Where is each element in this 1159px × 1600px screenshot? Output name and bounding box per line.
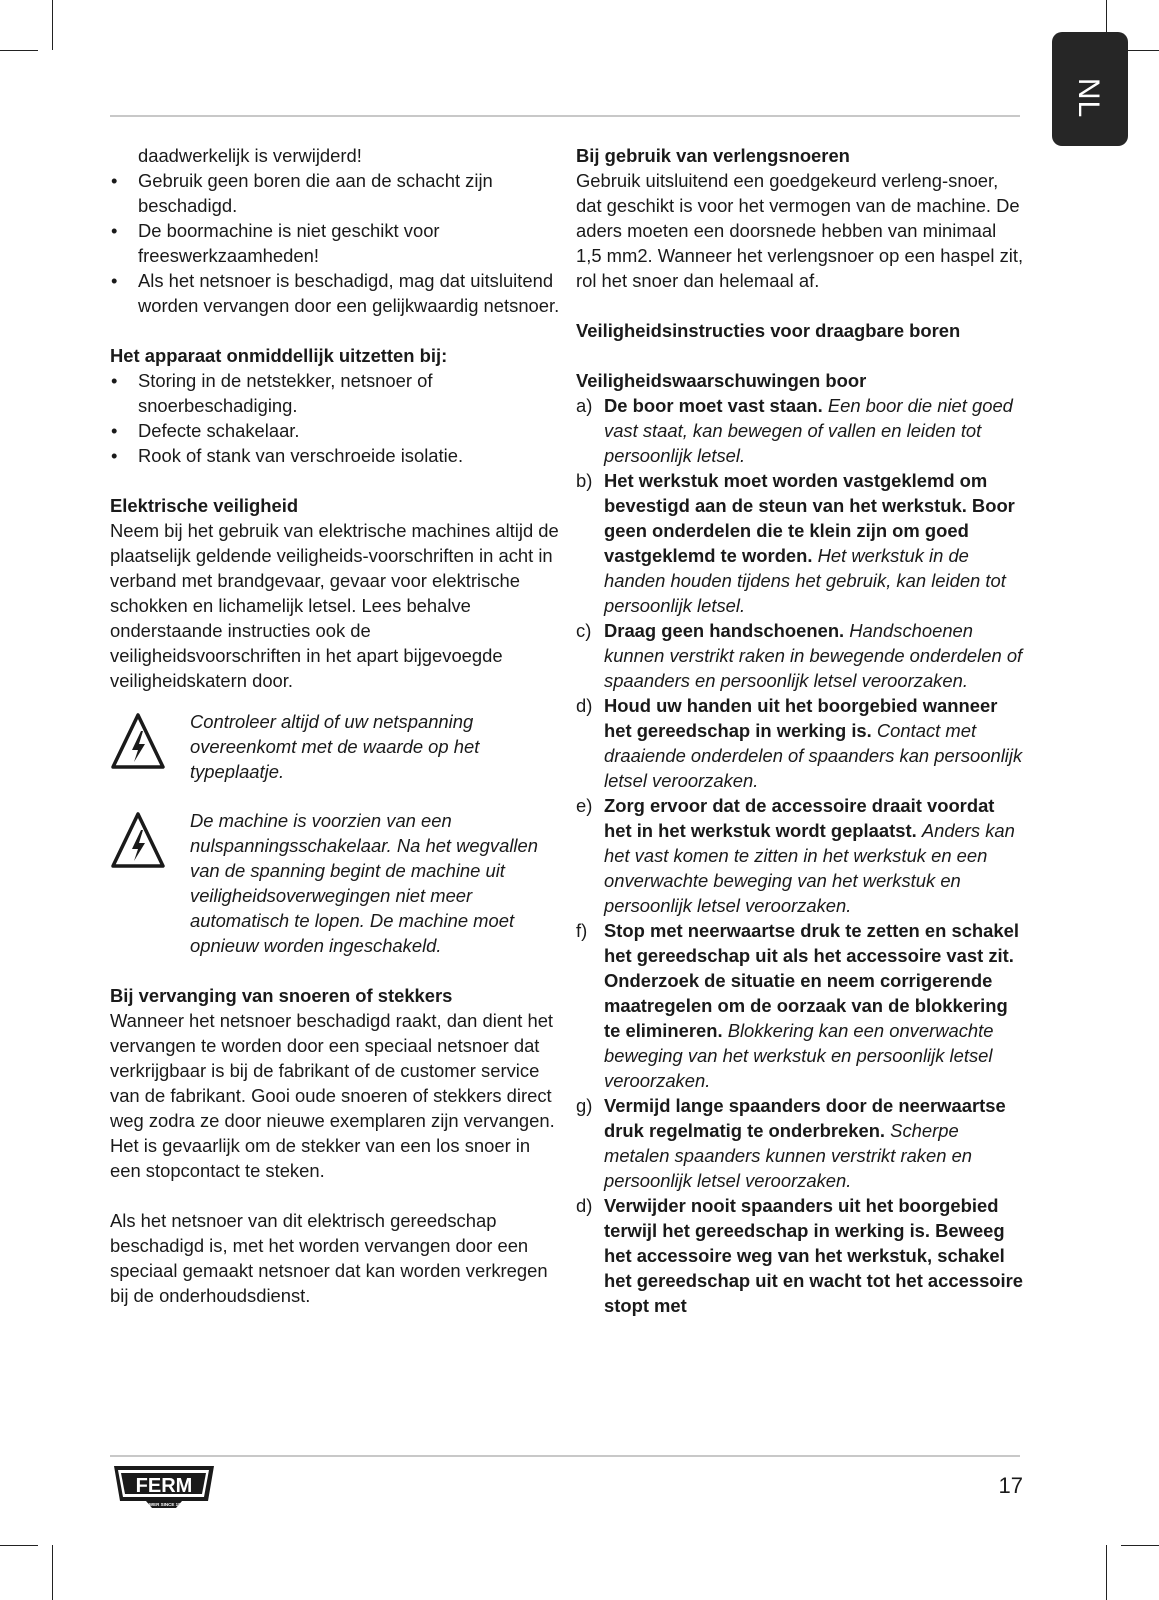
list-bold-text: Vermijd lange spaanders door de neerwaartse druk regelmatig te onderbreken. [604,1095,1006,1141]
list-letter: g) [576,1095,593,1116]
continuation-line: daadwerkelijk is verwijderd! [138,145,362,166]
bullet-item: • Als het netsnoer is beschadigd, mag dat uitsluitend worden vervangen door een gelijkwaardig netsnoer. [110,268,560,318]
list-bold-text: Draag geen handschoenen. [604,620,845,641]
electrical-hazard-icon [110,810,166,870]
paragraph-extension-cords: Gebruik uitsluitend een goedgekeurd verleng-snoer, dat geschikt is voor het vermogen van de machine. De aders moeten een doorsnede hebben van minimaal 1,5 mm2. Wanneer het verlengsnoer op een haspel zit, rol het snoer dan helemaal af. [576,170,1024,291]
list-bold-text: Het werkstuk moet worden vastgeklemd om bevestigd aan de steun van het werkstuk. Boor geen onderdelen die te klein zijn om goed vastgeklemd te worden. [604,470,1015,566]
left-column [110,143,560,1308]
list-italic-text: Een boor die niet goed vast staat, kan bewegen of vallen en leiden tot persoonlijk letsel. [604,395,1013,466]
heading-portable-drills: Veiligheidsinstructies voor draagbare boren [576,320,961,341]
heading-switch-off: Het apparaat onmiddellijk uitzetten bij: [110,345,448,366]
crop-mark [1106,1545,1107,1600]
list-bold-text: De boor moet vast staan. [604,395,823,416]
list-item [576,918,1026,1093]
list-bold-text: Stop met neerwaartse druk te zetten en schakel het gereedschap uit als het accessoire vast zit. Onderzoek de situatie en neem corrigerende maatregelen om de oorzaak van de blokkering te elimineren. [604,920,1019,1041]
list-item [576,468,1026,618]
bullet-item: • Defecte schakelaar. [110,418,560,443]
logo-tagline-text: POWER SINCE 1965 [142,1502,186,1507]
bullet-item: • Gebruik geen boren die aan de schacht zijn beschadigd. [110,168,560,218]
list-letter: a) [576,395,593,416]
warning-text: Controleer altijd of uw netspanning overeenkomt met de waarde op het typeplaatje. [190,711,480,782]
list-item [576,1193,1026,1318]
list-italic-text: Handschoenen kunnen verstrikt raken in bewegende onderdelen of spaanders en persoonlijk letsel veroorzaken. [604,620,1023,691]
list-item [576,793,1026,918]
warning-block [110,709,560,784]
list-item [576,618,1026,693]
heading-electrical-safety: Elektrische veiligheid [110,495,299,516]
list-bold-text: Zorg ervoor dat de accessoire draait voordat het in het werkstuk wordt geplaatst. [604,795,995,841]
bullet-item: • De boormachine is niet geschikt voor freeswerkzaamheden! [110,218,560,268]
crop-mark [52,1545,53,1600]
paragraph-replacing-cords: Wanneer het netsnoer beschadigd raakt, dan dient het vervangen te worden door een speciaal netsnoer dat verkrijgbaar is bij de fabrikant of de customer service van de fabrikant. Gooi oude snoeren of stekkers direct weg zodra ze door nieuwe exemplaren zijn vervangen. Het is gevaarlijk om de stekker van een los snoer in een stopcontact te steken. [110,1010,555,1181]
header-rule [110,115,1020,117]
crop-mark [52,0,53,50]
list-italic-text: Het werkstuk in de handen houden tijdens het gebruik, kan leiden tot persoonlijk letsel. [604,545,1006,616]
warning-block [110,808,560,958]
language-tab-label: NL [1072,77,1105,119]
list-letter: d) [576,695,593,716]
paragraph-electrical-safety: Neem bij het gebruik van elektrische machines altijd de plaatselijk geldende veiligheids-voorschriften in acht in verband met brandgevaar, gevaar voor elektrische schokken en lichamelijk letsel. Lees behalve onderstaande instructies ook de veiligheidsvoorschriften in het apart bijgevoegde veiligheidskatern door. [110,520,559,691]
list-letter: c) [576,620,592,641]
list-item [576,1093,1026,1193]
crop-mark [0,1545,38,1546]
list-letter: b) [576,470,593,491]
bullet-item: • Storing in de netstekker, netsnoer of snoerbeschadiging. [110,368,560,418]
ferm-logo [110,1463,218,1511]
list-bold-text: Houd uw handen uit het boorgebied wanneer het gereedschap in werking is. [604,695,998,741]
warning-text: De machine is voorzien van een nulspanningsschakelaar. Na het wegvallen van de spanning begint de machine uit veiligheidsoverwegingen niet meer automatisch te lopen. De machine moet opnieuw worden ingeschakeld. [190,810,538,956]
list-bold-text: Verwijder nooit spaanders uit het boorgebied terwijl het gereedschap in werking is. Beweeg het accessoire weg van het werkstuk, schakel het gereedschap uit en wacht tot het accessoire stopt met [604,1195,1024,1316]
heading-replacing-cords: Bij vervanging van snoeren of stekkers [110,985,453,1006]
electrical-hazard-icon [110,711,166,771]
heading-drill-warnings: Veiligheidswaarschuwingen boor [576,370,867,391]
list-item [576,393,1026,468]
list-item [576,693,1026,793]
crop-mark [0,50,38,51]
list-italic-text: Anders kan het vast komen te zitten in het werkstuk en een onverwachte beweging van het werkstuk en persoonlijk letsel veroorzaken. [604,820,1015,916]
list-letter: f) [576,920,588,941]
logo-brand-text: FERM [135,1475,193,1497]
list-italic-text: Contact met draaiende onderdelen of spaanders kan persoonlijk letsel veroorzaken. [604,720,1023,791]
bullet-item: • Rook of stank van verschroeide isolatie. [110,443,560,468]
crop-mark [1121,1545,1159,1546]
heading-extension-cords: Bij gebruik van verlengsnoeren [576,145,850,166]
list-italic-text: Blokkering kan een onverwachte beweging van het werkstuk en persoonlijk letsel veroorzaken. [604,1020,994,1091]
right-column [576,143,1026,1318]
list-italic-text: Scherpe metalen spaanders kunnen verstrikt raken en persoonlijk letsel veroorzaken. [604,1120,973,1191]
page-number: 17 [998,1473,1023,1498]
list-letter: d) [576,1195,593,1216]
list-letter: e) [576,795,593,816]
footer-rule [110,1455,1020,1457]
paragraph-damaged-cord: Als het netsnoer van dit elektrisch gereedschap beschadigd is, met het worden vervangen door een speciaal gemaakt netsnoer dat kan worden verkregen bij de onderhoudsdienst. [110,1210,548,1306]
